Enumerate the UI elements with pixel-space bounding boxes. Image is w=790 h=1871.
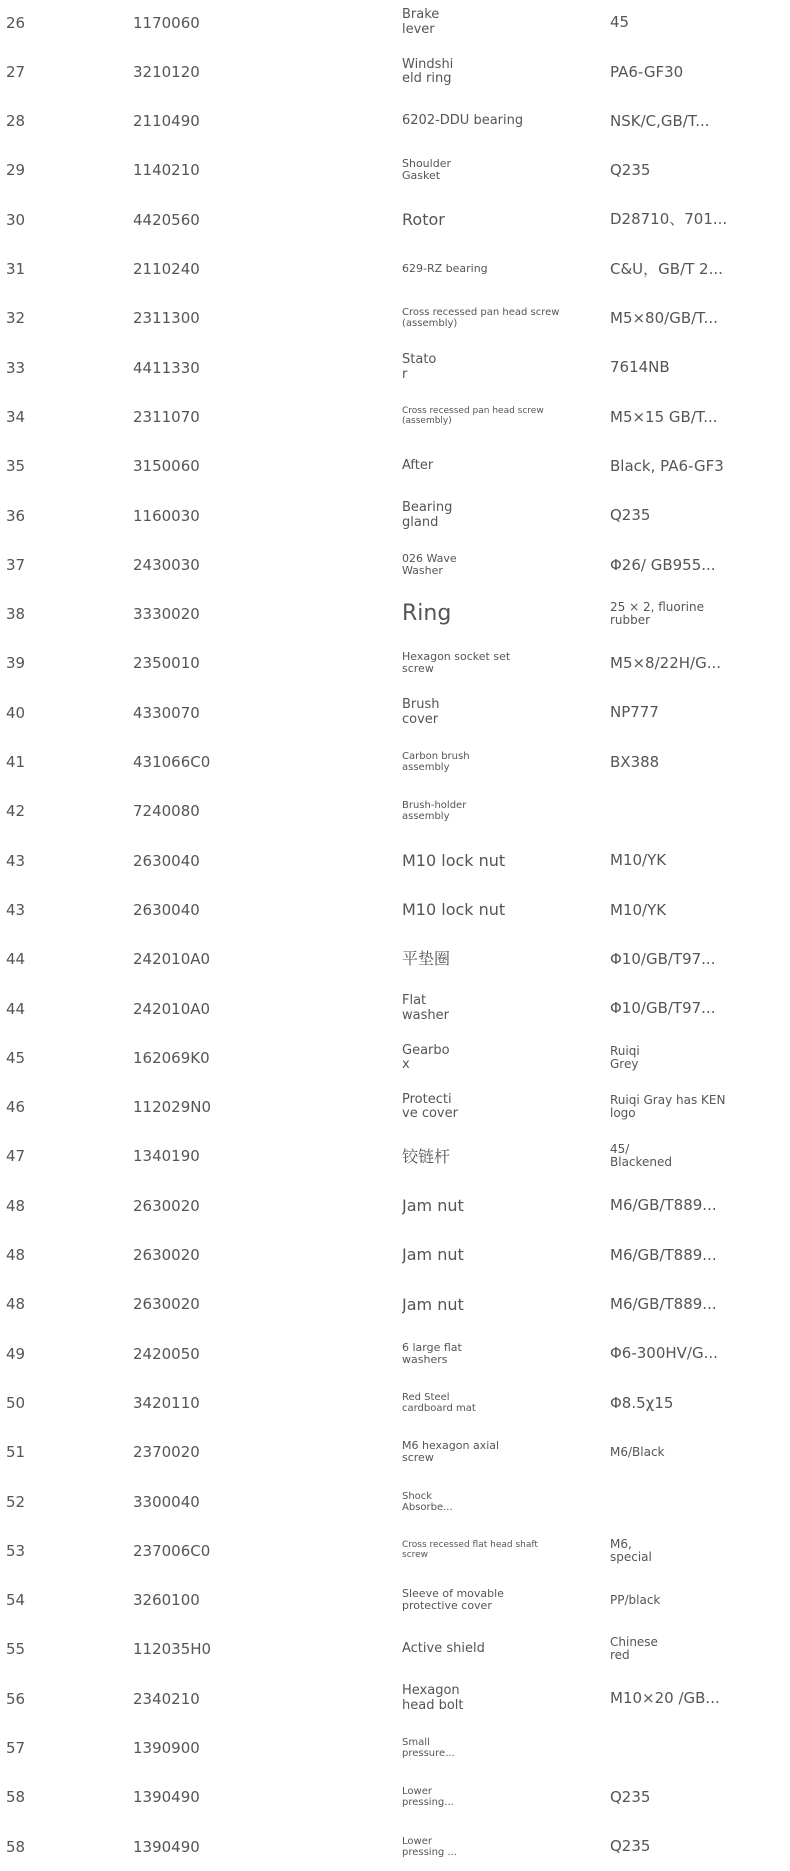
item-number: 34	[6, 407, 26, 426]
part-code: 4420560	[133, 210, 200, 229]
part-spec-text: M5×8/22H/G...	[610, 654, 721, 673]
part-name-text: 平垫圈	[402, 949, 451, 969]
part-spec	[610, 1576, 740, 1625]
part-name	[402, 245, 572, 294]
item-number: 33	[6, 358, 26, 377]
part-name	[402, 1526, 572, 1575]
table-row	[0, 935, 790, 984]
table-row	[0, 1625, 790, 1674]
part-code: 7240080	[133, 802, 200, 821]
table-row	[0, 1033, 790, 1082]
part-name	[402, 1674, 572, 1723]
table-row	[0, 1526, 790, 1575]
part-code: 4411330	[133, 358, 200, 377]
part-spec-text: Φ10/GB/T97...	[610, 949, 716, 968]
table-row	[0, 1674, 790, 1723]
part-code: 112035H0	[133, 1640, 212, 1659]
part-name	[402, 1132, 572, 1181]
part-spec-text: M10/YK	[610, 851, 667, 870]
part-name-text: 629-RZ bearing	[402, 261, 488, 275]
item-number: 47	[6, 1147, 26, 1166]
part-spec	[610, 491, 740, 540]
part-spec-text: 25 × 2, fluorine rubber	[610, 599, 704, 628]
item-number: 26	[6, 13, 26, 32]
part-spec	[610, 245, 740, 294]
part-spec-text: Chinese red	[610, 1635, 658, 1663]
part-spec-text: PP/black	[610, 1592, 661, 1607]
part-spec-text: 45/ Blackened	[610, 1142, 673, 1170]
item-number: 42	[6, 802, 26, 821]
table-row	[0, 836, 790, 885]
table-row	[0, 1132, 790, 1181]
part-name-text: Rotor	[402, 209, 445, 229]
part-code: 3300040	[133, 1492, 200, 1511]
table-row	[0, 1280, 790, 1329]
part-name-text: Shock Absorbe...	[402, 1490, 453, 1513]
part-name	[402, 1033, 572, 1082]
part-spec	[610, 195, 740, 244]
part-spec	[610, 1526, 740, 1575]
part-code: 4330070	[133, 703, 200, 722]
item-number: 36	[6, 506, 26, 525]
part-code: 2430030	[133, 555, 200, 574]
part-spec	[610, 1674, 740, 1723]
part-spec	[610, 935, 740, 984]
item-number: 48	[6, 1196, 26, 1215]
part-code: 1140210	[133, 161, 200, 180]
part-name-text: M10 lock nut	[402, 850, 506, 870]
item-number: 57	[6, 1739, 26, 1757]
part-code: 2311070	[133, 407, 200, 426]
part-spec	[610, 0, 740, 47]
item-number: 49	[6, 1344, 26, 1363]
part-name-text: Hexagon head bolt	[402, 1683, 464, 1713]
table-row	[0, 195, 790, 244]
part-code: 112029N0	[133, 1098, 212, 1117]
part-code: 2110240	[133, 260, 200, 278]
part-name-text: Windshi eld ring	[402, 56, 454, 86]
part-name-text: 026 Wave Washer	[402, 551, 457, 577]
part-spec-text: M10/YK	[610, 900, 667, 919]
part-code: 2630020	[133, 1295, 200, 1314]
part-spec	[610, 639, 740, 688]
part-name-text: Red Steel cardboard mat	[402, 1391, 476, 1414]
table-row	[0, 392, 790, 441]
table-row	[0, 738, 790, 787]
table-row	[0, 47, 790, 96]
table-row	[0, 294, 790, 343]
table-row	[0, 688, 790, 737]
part-spec	[610, 1822, 740, 1871]
part-name	[402, 0, 572, 47]
part-code: 1170060	[133, 13, 200, 32]
part-spec	[610, 1132, 740, 1181]
part-name	[402, 1477, 572, 1526]
table-row	[0, 245, 790, 294]
item-number: 53	[6, 1541, 26, 1560]
part-spec	[610, 1378, 740, 1427]
part-name	[402, 1280, 572, 1329]
part-name-text: Jam nut	[402, 1294, 464, 1314]
part-spec	[610, 984, 740, 1033]
item-number: 41	[6, 753, 26, 771]
part-name	[402, 639, 572, 688]
part-spec-text: M6/GB/T889...	[610, 1196, 717, 1215]
part-spec-text: NP777	[610, 703, 659, 722]
part-name	[402, 836, 572, 885]
part-spec-text: Φ26/ GB955...	[610, 555, 716, 574]
part-name-text: M6 hexagon axial screw	[402, 1439, 500, 1465]
part-code: 2370020	[133, 1443, 200, 1462]
part-spec	[610, 1083, 740, 1132]
part-spec-text: Black, PA6-GF3	[610, 456, 724, 475]
part-spec-text: M5×80/GB/T...	[610, 309, 718, 328]
part-spec	[610, 97, 740, 146]
part-code: 1390490	[133, 1788, 200, 1807]
part-name	[402, 738, 572, 787]
part-name-text: Gearbo x	[402, 1042, 450, 1072]
item-number: 31	[6, 260, 26, 278]
part-spec-text: BX388	[610, 752, 660, 771]
part-name	[402, 1773, 572, 1822]
part-name	[402, 195, 572, 244]
part-code: 431066C0	[133, 753, 211, 771]
part-spec	[610, 392, 740, 441]
table-row	[0, 1083, 790, 1132]
table-row	[0, 1378, 790, 1427]
part-spec-text: M6/GB/T889...	[610, 1295, 717, 1314]
part-spec	[610, 442, 740, 491]
item-number: 32	[6, 309, 26, 328]
item-number: 43	[6, 900, 26, 919]
part-name	[402, 442, 572, 491]
table-row	[0, 590, 790, 639]
part-spec	[610, 1329, 740, 1378]
part-name	[402, 146, 572, 195]
item-number: 52	[6, 1492, 26, 1511]
part-code: 2340210	[133, 1689, 200, 1708]
table-row	[0, 639, 790, 688]
part-code: 3420110	[133, 1393, 200, 1412]
part-name-text: Small pressure...	[402, 1737, 455, 1759]
part-spec-text: Q235	[610, 1788, 651, 1807]
table-row	[0, 1724, 790, 1773]
part-spec	[610, 1625, 740, 1674]
item-number: 29	[6, 161, 26, 180]
part-name-text: Brush-holder assembly	[402, 800, 467, 823]
part-name-text: 6 large flat washers	[402, 1340, 462, 1366]
part-spec	[610, 1181, 740, 1230]
part-spec	[610, 1773, 740, 1822]
part-spec-text: Φ10/GB/T97...	[610, 999, 716, 1018]
item-number: 44	[6, 999, 26, 1018]
item-number: 37	[6, 555, 26, 574]
part-name	[402, 935, 572, 984]
part-name	[402, 47, 572, 96]
part-name	[402, 1181, 572, 1230]
part-name-text: Sleeve of movable protective cover	[402, 1587, 504, 1613]
part-code: 1160030	[133, 506, 200, 525]
part-name	[402, 590, 572, 639]
part-name	[402, 343, 572, 392]
part-code: 2110490	[133, 112, 200, 131]
item-number: 50	[6, 1393, 26, 1412]
part-code: 2630020	[133, 1196, 200, 1215]
item-number: 54	[6, 1591, 26, 1610]
part-name	[402, 1822, 572, 1871]
part-name-text: Carbon brush assembly	[402, 751, 470, 773]
part-name	[402, 1231, 572, 1280]
part-spec-text: NSK/C,GB/T...	[610, 111, 710, 130]
part-spec	[610, 47, 740, 96]
table-row	[0, 0, 790, 47]
part-spec	[610, 738, 740, 787]
item-number: 38	[6, 605, 26, 624]
part-code: 3150060	[133, 457, 200, 476]
part-spec	[610, 1280, 740, 1329]
item-number: 35	[6, 457, 26, 476]
table-row	[0, 1181, 790, 1230]
part-code: 2630040	[133, 900, 200, 919]
part-name	[402, 294, 572, 343]
part-spec-text: D28710、701...	[610, 210, 728, 229]
part-name-text: Cross recessed flat head shaft screw	[402, 1539, 538, 1560]
part-spec-text: M6/Black	[610, 1444, 665, 1459]
part-name	[402, 1724, 572, 1773]
table-row	[0, 491, 790, 540]
table-row	[0, 1477, 790, 1526]
part-spec-text: 45	[610, 13, 630, 32]
part-spec-text: Q235	[610, 161, 651, 180]
table-row	[0, 1576, 790, 1625]
part-name	[402, 1083, 572, 1132]
part-spec	[610, 146, 740, 195]
item-number: 56	[6, 1689, 26, 1708]
part-name-text: Brake lever	[402, 7, 440, 37]
part-name-text: Stato r	[402, 352, 437, 382]
item-number: 55	[6, 1640, 26, 1659]
part-code: 1340190	[133, 1147, 200, 1166]
part-spec	[610, 294, 740, 343]
part-name	[402, 540, 572, 589]
part-spec-text: Φ8.5χ15	[610, 1393, 674, 1412]
part-code: 1390900	[133, 1739, 200, 1757]
part-spec	[610, 1724, 740, 1773]
part-code: 2630020	[133, 1246, 200, 1264]
part-name	[402, 97, 572, 146]
part-spec-text: M5×15 GB/T...	[610, 407, 718, 426]
part-name-text: Lower pressing...	[402, 1786, 454, 1809]
part-name-text: Cross recessed pan head screw (assembly)	[402, 406, 544, 426]
table-row	[0, 442, 790, 491]
part-spec	[610, 590, 740, 639]
part-spec-text: M6/GB/T889...	[610, 1245, 717, 1264]
part-name	[402, 688, 572, 737]
item-number: 43	[6, 851, 26, 870]
part-code: 242010A0	[133, 999, 211, 1018]
part-spec-text: M6, special	[610, 1536, 652, 1564]
item-number: 44	[6, 950, 26, 969]
part-name-text: Flat washer	[402, 993, 449, 1023]
part-spec	[610, 1231, 740, 1280]
part-name-text: 铰链杆	[402, 1146, 451, 1166]
part-name	[402, 787, 572, 836]
item-number: 58	[6, 1788, 26, 1807]
part-spec-text: C&U，GB/T 2...	[610, 259, 723, 278]
part-name-text: M10 lock nut	[402, 900, 506, 920]
part-spec	[610, 787, 740, 836]
item-number: 45	[6, 1048, 26, 1067]
item-number: 51	[6, 1443, 26, 1462]
part-spec-text: Ruiqi Grey	[610, 1043, 640, 1071]
part-name-text: Active shield	[402, 1641, 485, 1657]
part-name	[402, 1329, 572, 1378]
table-row	[0, 1231, 790, 1280]
part-spec-text: PA6-GF30	[610, 62, 684, 81]
table-row	[0, 984, 790, 1033]
table-row	[0, 1822, 790, 1871]
table-row	[0, 1773, 790, 1822]
part-name-text: Cross recessed pan head screw (assembly)	[402, 307, 560, 330]
part-code: 237006C0	[133, 1541, 211, 1560]
part-code: 242010A0	[133, 950, 211, 969]
part-name	[402, 1576, 572, 1625]
part-spec	[610, 1033, 740, 1082]
item-number: 30	[6, 210, 26, 229]
part-spec	[610, 885, 740, 934]
part-spec	[610, 1477, 740, 1526]
part-spec-text: Q235	[610, 506, 651, 525]
part-code: 2311300	[133, 309, 200, 328]
part-name	[402, 885, 572, 934]
item-number: 48	[6, 1246, 26, 1264]
part-code: 1390490	[133, 1837, 200, 1856]
part-name-text: Jam nut	[402, 1245, 464, 1265]
part-name	[402, 1378, 572, 1427]
table-row	[0, 97, 790, 146]
part-name-text: Jam nut	[402, 1195, 464, 1215]
part-name-text: Protecti ve cover	[402, 1091, 458, 1122]
part-spec-text: M10×20 /GB...	[610, 1689, 720, 1708]
part-name-text: Hexagon socket set screw	[402, 650, 511, 676]
part-name-text: Brush cover	[402, 697, 440, 727]
part-spec	[610, 343, 740, 392]
part-spec-text: 7614NB	[610, 358, 670, 377]
part-spec	[610, 1428, 740, 1477]
part-name-text: Lower pressing ...	[402, 1835, 457, 1858]
item-number: 28	[6, 112, 26, 131]
part-code: 2420050	[133, 1344, 200, 1363]
item-number: 46	[6, 1098, 26, 1117]
part-code: 162069K0	[133, 1048, 210, 1067]
part-name-text: Shoulder Gasket	[402, 157, 451, 183]
part-name	[402, 984, 572, 1033]
table-row	[0, 885, 790, 934]
part-spec-text: Ruiqi Gray has KEN logo	[610, 1092, 726, 1121]
part-name	[402, 1625, 572, 1674]
table-row	[0, 146, 790, 195]
part-name-text: Bearing gland	[402, 500, 453, 530]
part-spec	[610, 540, 740, 589]
part-name	[402, 1428, 572, 1477]
part-spec-text: Φ6-300HV/G...	[610, 1344, 718, 1363]
part-name	[402, 392, 572, 441]
table-row	[0, 787, 790, 836]
part-spec	[610, 836, 740, 885]
table-row	[0, 540, 790, 589]
part-code: 3260100	[133, 1591, 200, 1610]
part-name	[402, 491, 572, 540]
part-spec	[610, 688, 740, 737]
part-code: 3330020	[133, 605, 200, 624]
item-number: 27	[6, 62, 26, 81]
part-name-text: Ring	[402, 601, 452, 626]
item-number: 39	[6, 654, 26, 673]
part-name-text: 6202-DDU bearing	[402, 112, 524, 128]
item-number: 40	[6, 703, 26, 722]
part-code: 2350010	[133, 654, 200, 673]
item-number: 48	[6, 1295, 26, 1314]
table-row	[0, 1329, 790, 1378]
part-code: 2630040	[133, 851, 200, 870]
item-number: 58	[6, 1837, 26, 1856]
part-spec-text: Q235	[610, 1837, 651, 1856]
table-row	[0, 343, 790, 392]
part-code: 3210120	[133, 62, 200, 81]
part-name-text: After	[402, 458, 434, 474]
table-row	[0, 1428, 790, 1477]
